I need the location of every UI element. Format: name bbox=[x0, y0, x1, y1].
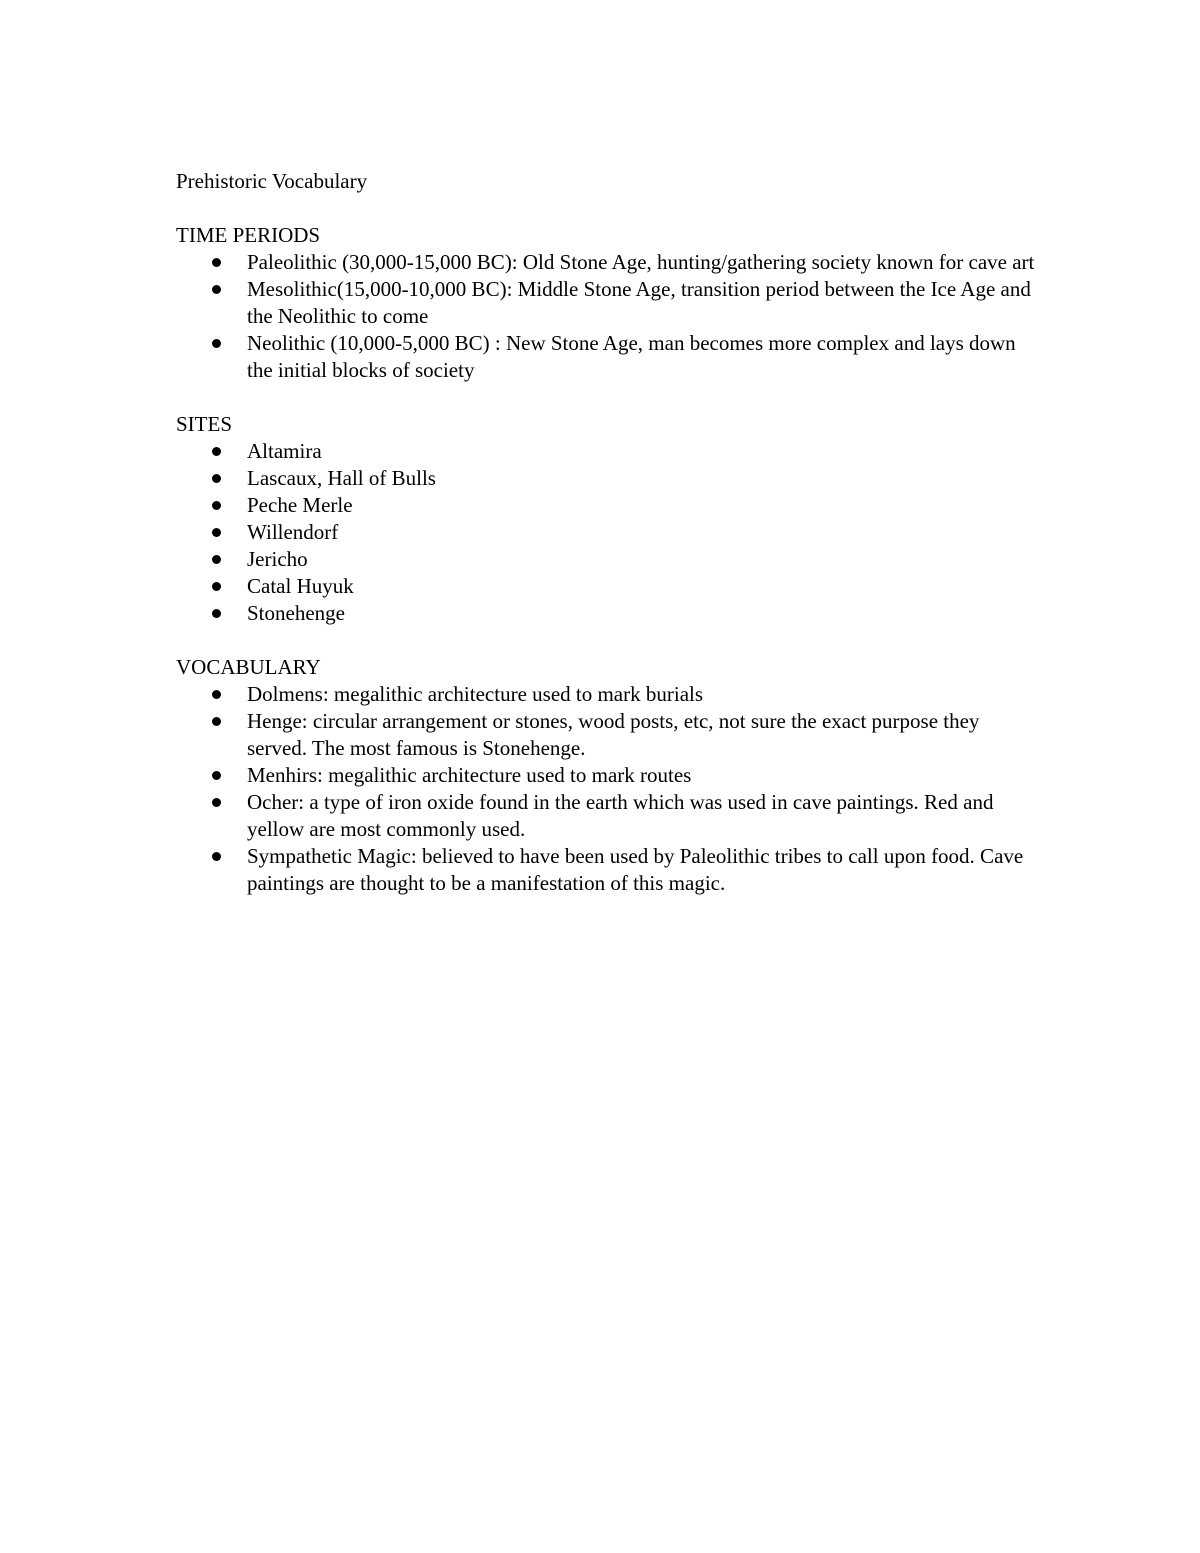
list-item bbox=[176, 519, 1036, 546]
list-item bbox=[176, 789, 1036, 843]
list-item bbox=[176, 762, 1036, 789]
list-item-text: Willendorf bbox=[247, 520, 339, 544]
list-item-text: Menhirs: megalithic architecture used to mark routes bbox=[247, 763, 692, 787]
list-item bbox=[176, 573, 1036, 600]
bullet-icon bbox=[212, 690, 221, 699]
list-item-text: Henge: circular arrangement or stones, wood posts, etc, not sure the exact purpose they served. The most famous is Stonehenge. bbox=[247, 709, 980, 760]
bullet-icon bbox=[212, 717, 221, 726]
list-item-text: Peche Merle bbox=[247, 493, 353, 517]
list-item bbox=[176, 465, 1036, 492]
list-item-text: Catal Huyuk bbox=[247, 574, 354, 598]
bullet-icon bbox=[212, 528, 221, 537]
bullet-icon bbox=[212, 798, 221, 807]
list-item bbox=[176, 708, 1036, 762]
bullet-icon bbox=[212, 474, 221, 483]
list-item-text: Ocher: a type of iron oxide found in the earth which was used in cave paintings. Red and yellow are most commonly used. bbox=[247, 790, 994, 841]
list-item bbox=[176, 546, 1036, 573]
list-item-text: Stonehenge bbox=[247, 601, 345, 625]
list-item bbox=[176, 681, 1036, 708]
bullet-icon bbox=[212, 555, 221, 564]
time-periods-section bbox=[176, 222, 1036, 384]
list-item-text: Altamira bbox=[247, 439, 322, 463]
bullet-icon bbox=[212, 852, 221, 861]
list-item bbox=[176, 600, 1036, 627]
bullet-icon bbox=[212, 339, 221, 348]
time-periods-list bbox=[176, 249, 1036, 384]
bullet-icon bbox=[212, 771, 221, 780]
list-item-text: Sympathetic Magic: believed to have been used by Paleolithic tribes to call upon food. Cave paintings are thought to be a manifestation of this magic. bbox=[247, 844, 1024, 895]
list-item-text: Jericho bbox=[247, 547, 308, 571]
sites-section bbox=[176, 411, 1036, 627]
list-item-text: Neolithic (10,000-5,000 BC) : New Stone Age, man becomes more complex and lays down the initial blocks of society bbox=[247, 331, 1016, 382]
vocabulary-list bbox=[176, 681, 1036, 897]
list-item bbox=[176, 492, 1036, 519]
list-item-text: Mesolithic(15,000-10,000 BC): Middle Stone Age, transition period between the Ice Age and the Neolithic to come bbox=[247, 277, 1031, 328]
list-item bbox=[176, 276, 1036, 330]
list-item bbox=[176, 438, 1036, 465]
vocabulary-heading: VOCABULARY bbox=[176, 655, 321, 679]
vocabulary-section bbox=[176, 654, 1036, 897]
list-item-text: Paleolithic (30,000-15,000 BC): Old Stone Age, hunting/gathering society known for cave art bbox=[247, 250, 1035, 274]
list-item bbox=[176, 249, 1036, 276]
bullet-icon bbox=[212, 501, 221, 510]
list-item bbox=[176, 843, 1036, 897]
bullet-icon bbox=[212, 285, 221, 294]
bullet-icon bbox=[212, 609, 221, 618]
time-periods-heading: TIME PERIODS bbox=[176, 223, 321, 247]
sites-list bbox=[176, 438, 1036, 627]
document-page bbox=[176, 168, 1036, 924]
bullet-icon bbox=[212, 582, 221, 591]
bullet-icon bbox=[212, 258, 221, 267]
list-item-text: Lascaux, Hall of Bulls bbox=[247, 466, 436, 490]
list-item bbox=[176, 330, 1036, 384]
sites-heading: SITES bbox=[176, 412, 233, 436]
document-title: Prehistoric Vocabulary bbox=[176, 169, 368, 193]
bullet-icon bbox=[212, 447, 221, 456]
list-item-text: Dolmens: megalithic architecture used to mark burials bbox=[247, 682, 704, 706]
